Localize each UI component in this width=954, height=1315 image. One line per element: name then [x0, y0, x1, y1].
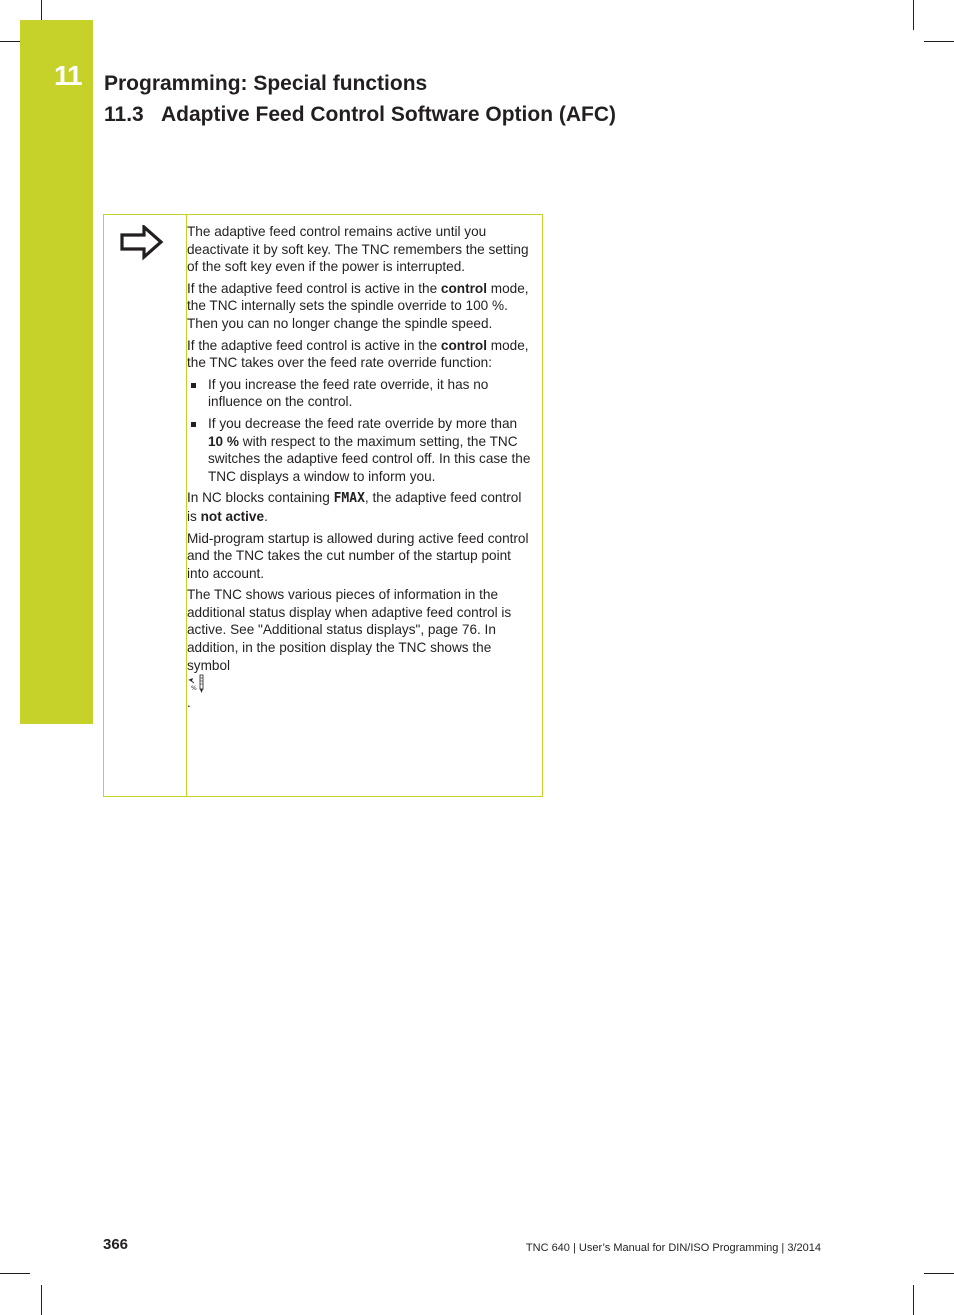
text-span: In NC blocks containing [187, 490, 334, 506]
text-span: with respect to the maximum setting, the TNC switches the adaptive feed control off. In this case the TNC displays a window to inform you. [208, 433, 531, 484]
bullet-square-icon [191, 383, 196, 388]
page-number: 366 [103, 1236, 129, 1253]
bold-term: 10 % [208, 433, 239, 449]
bold-term: not active [200, 508, 265, 524]
crop-mark [913, 0, 914, 30]
section-number: 11.3 [104, 103, 144, 126]
text-span: mode, the TNC takes over the feed rate override function: [187, 337, 529, 371]
note-paragraph: The adaptive feed control remains active until you deactivate it by soft key. The TNC remembers the setting of the soft key even if the power is interrupted. [187, 224, 529, 275]
crop-mark [41, 1285, 42, 1315]
bold-term: control [440, 280, 487, 296]
section-title [104, 103, 616, 127]
text-span: If the adaptive feed control is active in the [187, 337, 441, 353]
list-item [187, 376, 531, 411]
text-span: , the adaptive feed control is [187, 490, 522, 524]
note-period: . [187, 695, 191, 711]
crop-mark [924, 41, 954, 42]
note-paragraph: The TNC shows various pieces of information in the additional status display when adaptive feed control is active. See "Additional status displays", page 76. In addition, in the position display the TNC shows the symbol [187, 587, 512, 673]
text-span: If you increase the feed rate override, it has no influence on the control. [208, 376, 489, 410]
crop-mark [0, 1273, 30, 1274]
note-paragraph [187, 337, 531, 372]
list-item [187, 415, 531, 485]
bullet-square-icon [191, 422, 196, 427]
chapter-title: Programming: Special functions [104, 72, 428, 95]
footer-text: TNC 640 | User’s Manual for DIN/ISO Programming | 3/2014 [525, 1242, 821, 1254]
bullet-list [187, 376, 531, 486]
note-paragraph [187, 280, 531, 333]
crop-mark [924, 1273, 954, 1274]
note-paragraph [187, 489, 531, 525]
bold-term: control [440, 337, 487, 353]
arrow-right-icon [120, 225, 164, 261]
bold-term: FMAX [333, 491, 365, 507]
chapter-number: 11 [54, 60, 82, 91]
section-title-text: Adaptive Feed Control Software Option (AFC) [161, 103, 616, 126]
note-box [103, 214, 543, 797]
afc-symbol-icon [187, 674, 207, 694]
afc-symbol-label: % [191, 685, 197, 693]
text-span: mode, the TNC internally sets the spindle override to 100 %. Then you can no longer change the spindle speed. [187, 280, 529, 331]
chapter-band [20, 20, 93, 724]
note-paragraph: Mid-program startup is allowed during active feed control and the TNC takes the cut number of the startup point into account. [187, 530, 529, 581]
text-span: . [264, 508, 268, 524]
text-span: If the adaptive feed control is active in the [187, 280, 441, 296]
text-span: If you decrease the feed rate override by more than [208, 415, 518, 431]
crop-mark [913, 1285, 914, 1315]
note-body [187, 223, 531, 716]
